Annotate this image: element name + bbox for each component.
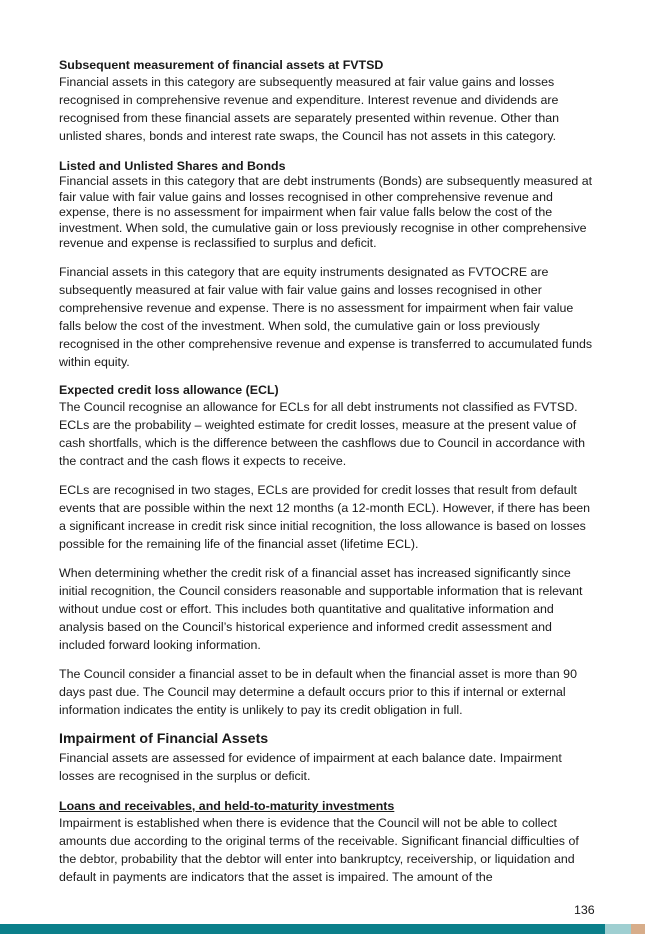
section-impairment xyxy=(59,730,595,886)
section-shares-bonds xyxy=(59,158,595,371)
section-ecl xyxy=(59,382,595,719)
paragraph: Impairment is established when there is evidence that the Council will not be able to collect amounts due according to the original terms of the receivable. Significant financial difficulties of the debtor, probability that the debtor will enter into bankruptcy, receivership, or liquidation and default in payments are indicators that the asset is impaired. The amount of the xyxy=(59,815,579,884)
paragraph: ECLs are recognised in two stages, ECLs are provided for credit losses that result from default events that are possible within the next 12 months (a 12-month ECL). However, if there has been a significant increase in credit risk since initial recognition, the loss allowance is based on losses possible for the remaining life of the financial asset (lifetime ECL). xyxy=(59,482,591,551)
footer-bar-main-segment xyxy=(0,924,605,934)
document-body xyxy=(59,57,595,886)
footer-color-bar xyxy=(0,924,645,934)
paragraph: When determining whether the credit risk of a financial asset has increased significantly since initial recognition, the Council considers reasonable and supportable information that is relevant without undue cost or effort. This includes both quantitative and qualitative information and analysis based on the Council’s historical experience and informed credit assessment and included forward looking information. xyxy=(59,565,583,652)
section-heading: Listed and Unlisted Shares and Bonds xyxy=(59,159,286,173)
section-heading: Subsequent measurement of financial assets at FVTSD xyxy=(59,58,384,72)
page-number: 136 xyxy=(574,903,595,917)
paragraph: Financial assets in this category that are debt instruments (Bonds) are subsequently measured at fair value with fair value gains and losses recognised in other comprehensive revenue and expense, there is no assessment for impairment when fair value falls below the cost of the investment. When sold, the cumulative gain or loss previously recognise in other comprehensive revenue and expense is reclassified to surplus and deficit. xyxy=(59,174,593,250)
footer-bar-end-segment xyxy=(631,924,645,934)
section-heading: Expected credit loss allowance (ECL) xyxy=(59,382,279,397)
subsection-heading: Loans and receivables, and held-to-maturity investments xyxy=(59,798,395,813)
section-heading: Impairment of Financial Assets xyxy=(59,730,269,747)
section-fvtsd xyxy=(59,57,595,145)
paragraph: Financial assets are assessed for evidence of impairment at each balance date. Impairment losses are recognised in the surplus or deficit. xyxy=(59,750,562,783)
paragraph: The Council recognise an allowance for ECLs for all debt instruments not classified as FVTSD. ECLs are the probability – weighted estimate for credit losses, measure at the present value of cash shortfalls, which is the difference between the cashflows due to Council in accordance with the contract and the cash flows it expects to receive. xyxy=(59,399,585,468)
paragraph: The Council consider a financial asset to be in default when the financial asset is more than 90 days past due. The Council may determine a default occurs prior to this if internal or external information indicates the entity is unlikely to pay its credit obligation in full. xyxy=(59,666,577,717)
paragraph: Financial assets in this category are subsequently measured at fair value gains and losses recognised in comprehensive revenue and expenditure. Interest revenue and dividends are recognised from these financial assets are separately presented within revenue. Other than unlisted shares, bonds and interest rate swaps, the Council has not assets in this category. xyxy=(59,75,560,143)
paragraph: Financial assets in this category that are equity instruments designated as FVTOCRE are subsequently measured at fair value with fair value gains and losses recognised in other comprehensive revenue and expense. There is no assessment for impairment when fair value falls below the cost of the investment. When sold, the cumulative gain or loss previously recognised in the other comprehensive revenue and expense is transferred to accumulated funds within equity. xyxy=(59,264,593,369)
footer-bar-light-segment xyxy=(605,924,631,934)
